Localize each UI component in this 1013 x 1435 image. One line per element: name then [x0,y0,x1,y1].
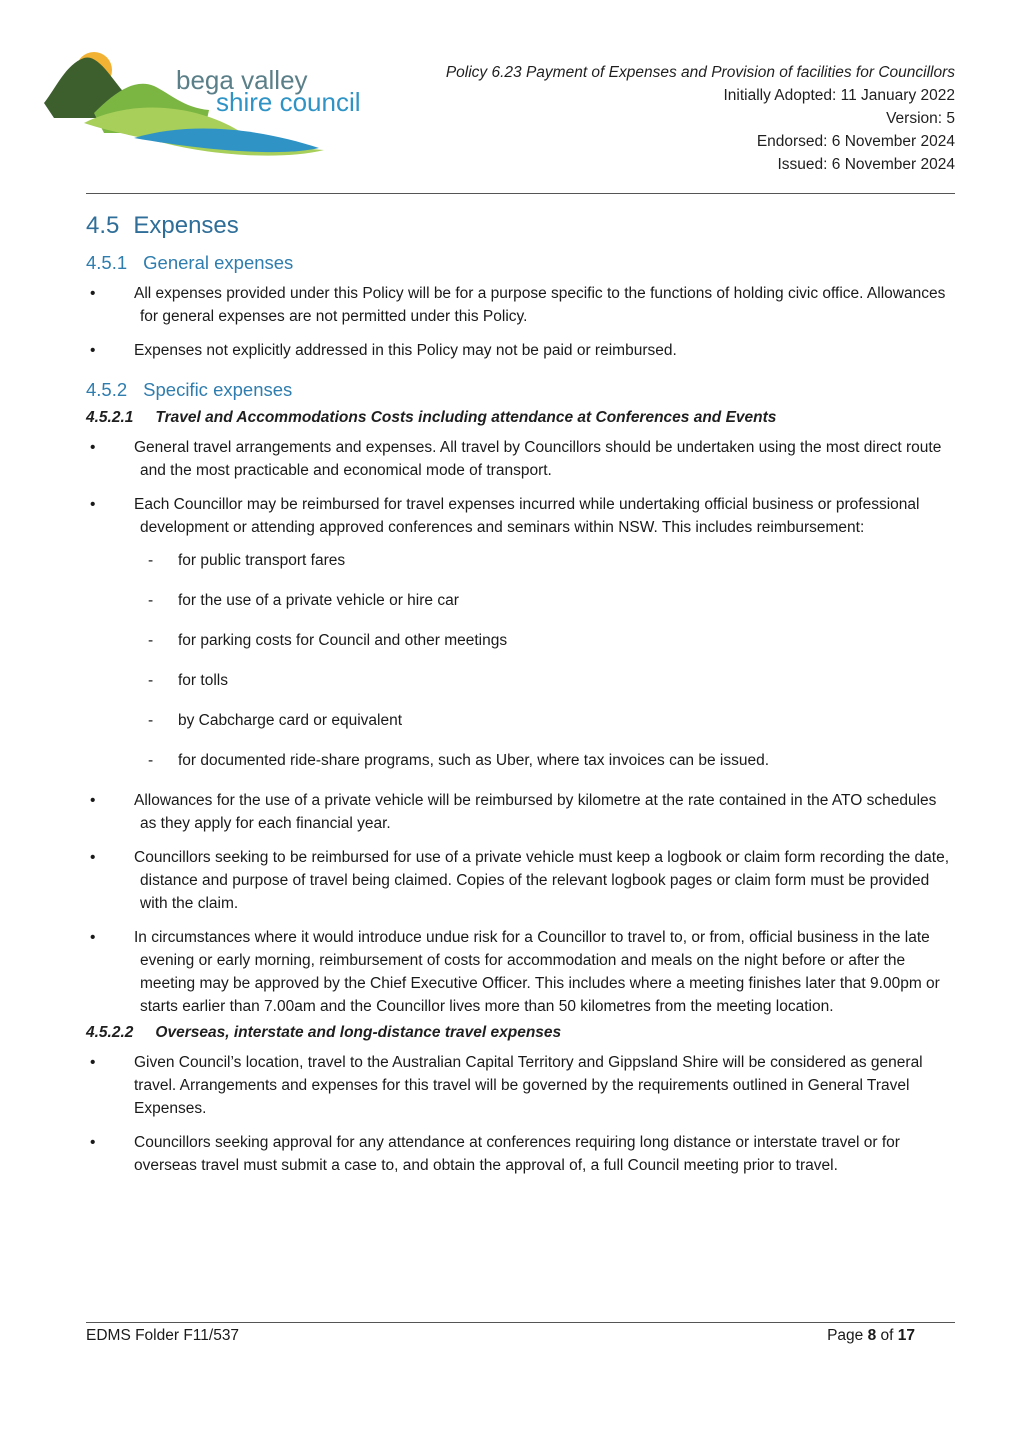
item-text-rest: Allowances for general expenses are not permitted under this Policy. [140,285,946,325]
document-header-info [446,61,955,176]
policy-title: Policy 6.23 Payment of Expenses and Provision of facilities for Councillors [445,64,955,81]
page-of: of [876,1327,898,1344]
dash-icon: - [148,672,154,689]
bullet-icon: • [90,929,96,946]
page-total: 17 [897,1327,915,1344]
page-current: 8 [867,1327,877,1344]
logo-text-line1: bega valley [176,65,308,95]
sublist-text: for parking costs for Council and other meetings [178,632,508,649]
general-expenses-list [86,282,955,362]
subsubsection-title: Overseas, interstate and long-distance travel expenses [155,1024,562,1041]
footer-folder: EDMS Folder F11/537 [86,1327,240,1344]
subsubsection-number: 4.5.2.1 [86,409,134,426]
dash-icon: - [148,752,154,769]
subsection-title: Specific expenses [143,379,293,400]
list-item [86,846,955,915]
item-text-line1: General travel arrangements and expenses. All travel by Councillors should be undertaken using the most [134,439,860,456]
list-item [86,282,955,328]
sublist-text: for tolls [178,672,228,689]
subsection-number: 4.5.2 [86,379,128,400]
page-prefix: Page [827,1327,868,1344]
subsection-number: 4.5.1 [86,252,128,273]
list-item [86,493,955,772]
subsubsection-number: 4.5.2.2 [86,1024,134,1041]
item-text-line1: In circumstances where it would introduce undue risk for a Councillor to travel to, or from, official business [134,929,859,946]
list-item [86,926,955,1018]
sublist-item [134,749,955,772]
issued-date: Issued: 6 November 2024 [777,156,955,173]
list-item [86,339,955,362]
subsubsection-heading-overseas [86,1024,955,1042]
section-heading [86,212,955,240]
subsubsection-title: Travel and Accommodations Costs including attendance at Conferences and Events [155,409,777,426]
version: Version: 5 [886,110,955,127]
travel-expenses-list [86,436,955,1018]
item-text-rest: direct route and the most practicable and economical mode of transport. [140,439,942,479]
item-text: Expenses not explicitly addressed in this Policy may not be paid or reimbursed. [134,342,677,359]
initially-adopted: Initially Adopted: 11 January 2022 [723,87,955,104]
dash-icon: - [148,552,154,569]
sublist-item [134,629,955,652]
list-item [86,1051,955,1120]
item-text-line1: Allowances for the use of a private vehicle will be reimbursed by kilometre at the rate contained in the ATO [134,792,863,809]
item-text-rest: in the late evening or early morning, reimbursement of costs for accommodation and meals on the night before or after the meeting may be approved by the Chief Executive Officer. This includes where a meeting finishes later that 9.00pm or starts earlier than 7.00am and the Councillor lives more than 50 kilometres from the meeting location. [140,929,940,1015]
subsection-title: General expenses [143,252,294,273]
sublist-item [134,669,955,692]
dash-icon: - [148,632,154,649]
sublist-text: by Cabcharge card or equivalent [178,712,403,729]
bullet-icon: • [90,1134,96,1151]
section-title: Expenses [133,212,239,239]
overseas-expenses-list [86,1051,955,1177]
item-text-line1: All expenses provided under this Policy will be for a purpose specific to the functions of holding civic office. [134,285,864,302]
item-text-rest: schedules as they apply for each financial year. [140,792,937,832]
page-content [86,212,955,1188]
subsection-heading-specific [86,379,955,401]
item-text-rest: professional development or attending approved conferences and seminars within NSW. This includes reimbursement: [140,496,920,536]
bullet-icon: • [90,792,96,809]
logo-text-line2: shire council [216,87,361,117]
dash-icon: - [148,592,154,609]
section-number: 4.5 [86,212,120,239]
logo-graphic [44,48,374,160]
item-text-line1: Councillors seeking to be reimbursed for use of a private vehicle must keep a logbook or claim form [134,849,816,866]
sublist-text: for documented ride-share programs, such as Uber, where tax invoices can be issued. [178,752,770,769]
footer-divider [86,1322,955,1323]
sublist-item [134,589,955,612]
list-item [86,436,955,482]
bullet-icon: • [90,496,96,513]
list-item [86,1131,955,1177]
item-text: Councillors seeking approval for any attendance at conferences requiring long distance or interstate travel or for overseas travel must submit a case to, and obtain the approval of, a full Council meeting prior to travel. [134,1134,900,1174]
page-number [827,1327,915,1345]
bullet-icon: • [90,342,96,359]
bullet-icon: • [90,1054,96,1071]
bullet-icon: • [90,439,96,456]
sublist-item [134,549,955,572]
sublist-text: for public transport fares [178,552,346,569]
sublist-item [134,709,955,732]
council-logo [44,48,374,160]
item-text-rest: recording the date, distance and purpose of travel being claimed. Copies of the relevant logbook pages or claim form must be provided with the claim. [140,849,950,912]
bullet-icon: • [90,285,96,302]
subsubsection-heading-travel [86,409,955,427]
reimbursement-sublist [134,549,955,772]
subsection-heading-general [86,252,955,274]
item-text-line1: Each Councillor may be reimbursed for travel expenses incurred while undertaking official business or [134,496,832,513]
header-divider [86,193,955,194]
dash-icon: - [148,712,154,729]
sublist-text: for the use of a private vehicle or hire car [178,592,459,609]
item-text: Given Council’s location, travel to the Australian Capital Territory and Gippsland Shire will be considered as general travel. Arrangements and expenses for this travel will be governed by the requirements outlined in General Travel Expenses. [134,1054,923,1117]
bullet-icon: • [90,849,96,866]
endorsed-date: Endorsed: 6 November 2024 [756,133,955,150]
list-item [86,789,955,835]
